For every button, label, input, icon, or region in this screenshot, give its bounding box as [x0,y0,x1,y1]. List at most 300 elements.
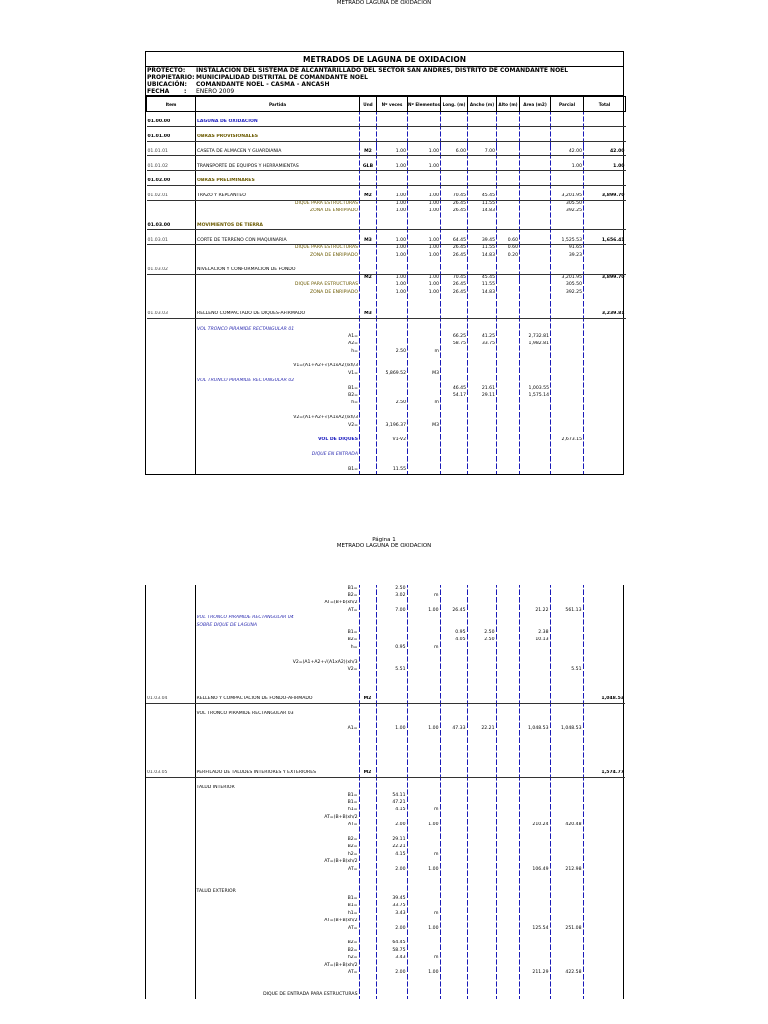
table-cell: h= [196,348,360,355]
table-cell [551,348,584,355]
table-cell: h= [196,400,360,407]
table-row [146,785,625,792]
table-cell [147,466,196,473]
table-cell [441,185,468,192]
table-cell [519,851,550,858]
table-cell [496,637,519,644]
table-cell [360,141,377,148]
table-cell [551,134,584,141]
table-row [146,607,625,614]
table-cell [520,215,551,222]
table-cell: 39.45 [376,895,407,902]
table-cell [440,666,467,673]
table-cell [195,688,359,695]
table-cell [195,881,359,888]
table-cell [146,947,195,954]
table-row [147,437,626,444]
table-cell: 26.45 [441,289,468,296]
table-cell: 01.03.03 [147,311,196,318]
table-cell [441,267,468,274]
table-cell [550,910,583,917]
table-cell [519,762,550,769]
table-cell: 2.50 [377,400,408,407]
table-cell: B1= [195,895,359,902]
table-cell [467,873,496,880]
table-row [147,466,626,473]
table-cell [441,304,468,311]
table-row [146,644,625,651]
ubicacion-value: COMANDANTE NOEL - CASMA - ANCASH [196,81,330,88]
table-cell [467,615,496,622]
table-cell [519,592,550,599]
table-cell [550,696,583,703]
table-cell [584,400,626,407]
table-cell: M3 [408,370,441,377]
table-cell [359,637,376,644]
table-row [146,681,625,688]
table-cell [376,681,407,688]
table-cell [551,385,584,392]
table-cell [440,858,467,865]
table-cell: 2,673.15 [551,437,584,444]
table-cell [407,829,440,836]
table-cell [467,814,496,821]
table-cell [497,341,520,348]
table-cell [408,178,441,185]
table-cell [408,311,441,318]
table-row [146,688,625,695]
table-cell [359,711,376,718]
table-row [146,984,625,991]
table-cell [359,866,376,873]
table-cell [360,392,377,399]
table-cell [497,304,520,311]
table-cell [497,274,520,281]
table-cell [468,326,497,333]
table-cell [359,925,376,932]
table-cell [376,696,407,703]
table-cell [583,785,625,792]
table-row [147,311,626,318]
propietario-value: MUNICIPALIDAD DISTRITAL DE COMANDANTE NOEL [196,74,368,81]
table-cell [497,126,520,133]
table-cell [146,688,195,695]
table-cell: 2.00 [376,925,407,932]
table-cell: B1= [195,629,359,636]
table-cell [519,659,550,666]
table-cell [376,711,407,718]
table-cell [441,112,468,119]
table-cell: 58.75 [376,947,407,954]
table-row [147,370,626,377]
table-cell [377,126,408,133]
table-cell [407,777,440,784]
table-cell [407,629,440,636]
table-cell: 1.00 [377,148,408,155]
table-cell [467,962,496,969]
table-cell [584,363,626,370]
table-cell [497,230,520,237]
table-cell [196,171,360,178]
table-cell [359,592,376,599]
table-cell: 70.45 [441,193,468,200]
table-row [146,659,625,666]
table-cell [497,451,520,458]
table-row [146,799,625,806]
table-cell: B1= [196,466,360,473]
table-cell [496,969,519,976]
table-row [146,718,625,725]
table-cell [376,615,407,622]
column-header: Item [147,97,196,112]
table-cell [584,444,626,451]
table-cell [467,918,496,925]
table-cell [377,119,408,126]
table-cell [195,748,359,755]
table-cell [467,740,496,747]
table-cell [408,444,441,451]
table-cell [550,888,583,895]
table-cell: 14.83 [468,208,497,215]
table-cell: 01.03.05 [146,770,195,777]
table-cell [496,873,519,880]
table-cell [408,126,441,133]
table-row [146,903,625,910]
table-cell [497,296,520,303]
table-cell [550,785,583,792]
table-cell [496,844,519,851]
table-cell [520,355,551,362]
table-cell: M3 [408,422,441,429]
table-row [147,355,626,362]
table-row [146,940,625,947]
table-cell [408,429,441,436]
table-cell [377,134,408,141]
table-cell: PERFILADO DE TALUDES INTERIORES Y EXTERIORES [195,770,359,777]
table-cell [497,466,520,473]
table-cell [467,792,496,799]
table-cell [407,696,440,703]
table-cell: AT=(B+b)xh/2 [195,600,359,607]
table-cell: SOBRE DIQUE DE LAGUNA [195,622,359,629]
table-cell [407,873,440,880]
table-cell: 3,201.95 [551,274,584,281]
table-cell [520,126,551,133]
table-cell [519,991,550,998]
table-cell [468,378,497,385]
table-cell [360,407,377,414]
table-cell [496,814,519,821]
table-row [146,925,625,932]
table-cell: 11.55 [468,281,497,288]
table-cell [146,711,195,718]
table-cell [408,141,441,148]
table-cell [360,230,377,237]
table-cell: 2.50 [467,637,496,644]
table-cell [496,799,519,806]
table-cell [196,296,360,303]
table-cell [359,629,376,636]
table-cell: 26.45 [441,200,468,207]
table-cell [440,940,467,947]
table-cell [441,459,468,466]
table-cell [584,222,626,229]
column-header: Alto (m) [497,97,520,112]
table-cell [468,163,497,170]
table-cell [550,984,583,991]
table-cell [520,429,551,436]
table-cell [550,622,583,629]
table-cell: 7.00 [468,148,497,155]
table-cell [551,318,584,325]
table-cell: 01.02.01 [147,193,196,200]
table-row [146,844,625,851]
table-cell [441,318,468,325]
table-cell: GLB [360,163,377,170]
table-cell [146,718,195,725]
column-header: Und [360,97,377,112]
table-cell [519,615,550,622]
table-cell [146,600,195,607]
table-cell [497,370,520,377]
table-cell [359,851,376,858]
table-cell [519,984,550,991]
table-row [147,185,626,192]
table-cell [147,355,196,362]
table-cell [583,962,625,969]
table-cell: B2= [195,940,359,947]
table-cell [467,969,496,976]
table-cell [359,947,376,954]
table-cell [550,903,583,910]
table-cell [195,984,359,991]
table-cell [550,814,583,821]
table-cell [520,304,551,311]
table-cell [377,156,408,163]
table-row [147,289,626,296]
table-cell [407,947,440,954]
table-cell [551,126,584,133]
table-cell [584,215,626,222]
table-cell [440,895,467,902]
table-cell [497,178,520,185]
table-cell: 1.00 [407,866,440,873]
table-cell [467,955,496,962]
table-cell: AT= [195,866,359,873]
table-cell [496,629,519,636]
table-cell [468,215,497,222]
table-cell [440,984,467,991]
table-cell: m [408,348,441,355]
table-cell: 420.48 [550,822,583,829]
table-row [146,755,625,762]
table-cell [520,208,551,215]
table-cell: m [407,851,440,858]
table-cell [520,148,551,155]
table-cell: 1,982.81 [520,341,551,348]
table-cell [584,230,626,237]
table-cell [408,134,441,141]
table-cell [520,363,551,370]
table-cell [196,459,360,466]
table-cell [497,348,520,355]
table-row [146,955,625,962]
table-cell [550,659,583,666]
table-cell [377,429,408,436]
table-cell: 2.00 [376,866,407,873]
table-cell [408,185,441,192]
table-cell [550,836,583,843]
table-cell [377,318,408,325]
table-cell [583,607,625,614]
table-row [147,326,626,333]
table-cell: 01.01.00 [147,134,196,141]
table-cell [520,230,551,237]
table-cell [147,341,196,348]
table-row [146,866,625,873]
table-cell [550,955,583,962]
table-cell [407,814,440,821]
table-cell [359,703,376,710]
table-cell [407,748,440,755]
table-cell: 64.45 [441,237,468,244]
table-cell [441,451,468,458]
table-cell [520,141,551,148]
table-cell [551,326,584,333]
table-cell [496,851,519,858]
table-cell: 45.45 [468,193,497,200]
table-cell [147,200,196,207]
table-cell [496,644,519,651]
table-row [147,415,626,422]
table-cell [146,725,195,732]
table-cell: AT= [195,607,359,614]
table-cell [583,615,625,622]
table-row [147,200,626,207]
table-row [146,873,625,880]
table-cell: B2= [195,592,359,599]
table-cell: 39.45 [468,237,497,244]
table-row [147,407,626,414]
table-cell: 21.22 [519,607,550,614]
table-cell [407,703,440,710]
table-cell [497,119,520,126]
table-cell [520,237,551,244]
table-cell [519,881,550,888]
table-cell [196,355,360,362]
table-cell [467,703,496,710]
table-cell [584,326,626,333]
table-cell [377,230,408,237]
table-cell [196,429,360,436]
table-cell [376,888,407,895]
table-cell [377,392,408,399]
table-cell [468,437,497,444]
table-cell [195,777,359,784]
table-cell [376,777,407,784]
table-cell [496,696,519,703]
table-cell [146,607,195,614]
table-cell [496,918,519,925]
table-cell [146,585,195,592]
table-cell: 14.83 [468,252,497,259]
table-cell [467,799,496,806]
table-row [146,792,625,799]
table-cell [496,733,519,740]
table-cell [497,415,520,422]
table-cell [467,910,496,917]
table-cell [440,903,467,910]
table-cell [407,718,440,725]
table-cell [496,807,519,814]
table-cell [147,141,196,148]
table-cell [441,407,468,414]
table-cell [146,844,195,851]
table-cell [360,400,377,407]
table-cell [467,991,496,998]
column-header: Long. (m) [441,97,468,112]
table-cell [519,674,550,681]
sheet-meta [146,67,623,96]
table-cell [147,415,196,422]
table-row [147,252,626,259]
table-cell [468,126,497,133]
table-cell [467,688,496,695]
table-cell: 2,732.81 [520,333,551,340]
table-cell [496,740,519,747]
table-cell [583,703,625,710]
table-cell [146,762,195,769]
table-cell [468,466,497,473]
table-row [146,637,625,644]
table-cell [583,592,625,599]
table-row [146,733,625,740]
table-cell [359,807,376,814]
table-cell [583,629,625,636]
table-cell: 64.45 [376,940,407,947]
table-cell [496,585,519,592]
table-cell [468,222,497,229]
table-cell [551,370,584,377]
table-row [147,274,626,281]
table-cell [376,873,407,880]
column-header: Total [584,97,626,112]
table-cell [467,674,496,681]
table-cell [441,363,468,370]
table-cell [359,858,376,865]
table-cell [408,326,441,333]
table-cell [407,785,440,792]
table-cell: 0.20 [497,252,520,259]
table-cell [376,755,407,762]
table-cell [195,762,359,769]
table-cell [359,962,376,969]
table-cell: CORTE DE TERRENO CON MAQUINARIA [196,237,360,244]
table-cell: DIQUE PARA ESTRUCTURAS [196,281,360,288]
table-cell: h2= [195,955,359,962]
table-cell [468,311,497,318]
table-cell [497,267,520,274]
table-row [146,851,625,858]
table-cell [497,259,520,266]
table-row [146,703,625,710]
table-cell [496,659,519,666]
table-cell: 3.02 [376,592,407,599]
table-cell [520,112,551,119]
table-cell [147,459,196,466]
table-cell: 212.98 [550,866,583,873]
table-cell [408,304,441,311]
